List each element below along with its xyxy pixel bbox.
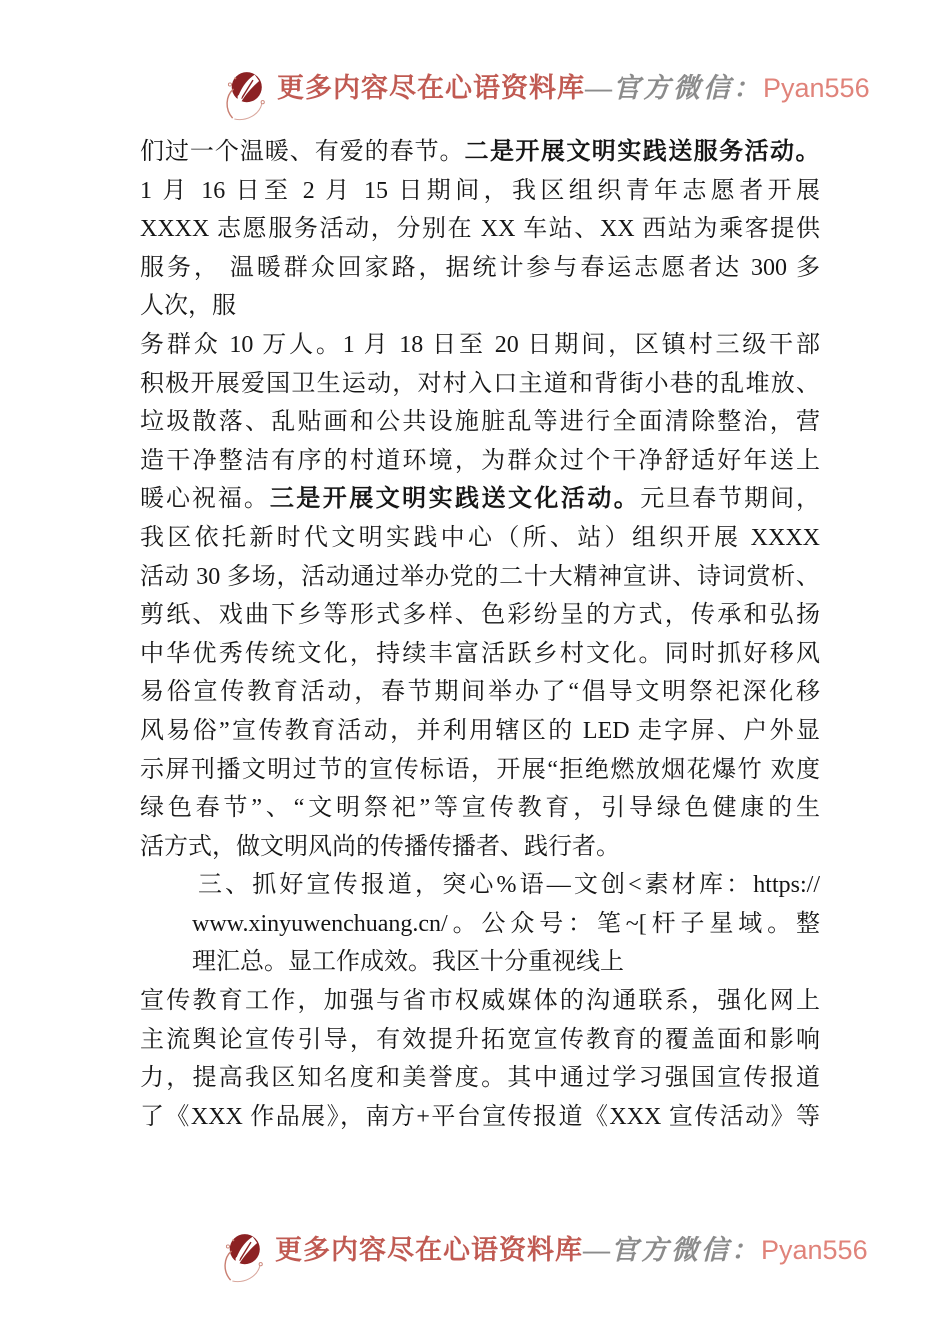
text-line [140, 789, 820, 828]
text-line [140, 442, 820, 481]
text-run: 我区依托新时代文明实践中心（所、站）组织开展 XXXX [140, 524, 820, 551]
footer-separator: — [583, 1235, 611, 1265]
footer-brand-line [275, 1228, 868, 1273]
text-line [192, 905, 820, 944]
text-line [140, 365, 820, 404]
text-run: 1 月 16 日至 2 月 15 日期间，我区组织青年志愿者开展 [140, 177, 820, 204]
text-run: 主流舆论宣传引导，有效提升拓宽宣传教育的覆盖面和影响 [140, 1026, 820, 1053]
text-run: 示屏刊播文明过节的宣传标语，开展“拒绝燃放烟花爆竹 欢度 [140, 756, 820, 783]
footer-wechat-label: 官方微信： [611, 1235, 761, 1265]
text-line [140, 558, 820, 597]
text-line [140, 249, 820, 288]
header-watermark [222, 66, 870, 126]
text-run: 活方式，做文明风尚的传播传播者、践行者。 [140, 833, 620, 860]
text-line [140, 519, 820, 558]
text-run: 宣传教育工作，加强与省市权威媒体的沟通联系，强化网上 [140, 988, 820, 1015]
footer-brand-text: 更多内容尽在心语资料库 [275, 1235, 583, 1265]
text-run: XXXX 志愿服务活动，分别在 XX 车站、XX 西站为乘客提供 [140, 216, 820, 243]
text-line [140, 1059, 820, 1098]
text-line [140, 326, 820, 365]
bold-text-run: 三是开展文明实践送文化活动。 [269, 485, 641, 513]
text-line [192, 866, 820, 905]
text-line [140, 828, 820, 867]
text-line [140, 480, 820, 519]
text-line [140, 982, 820, 1021]
text-run: 剪纸、戏曲下乡等形式多样、色彩纷呈的方式，传承和弘扬 [140, 602, 820, 629]
text-line [140, 133, 820, 172]
text-run: 活动 30 多场，活动通过举办党的二十大精神宣讲、诗词赏析、 [140, 563, 820, 590]
footer-watermark [220, 1228, 868, 1288]
text-run: 了《XXX 作品展》，南方+平台宣传报道《XXX 宣传活动》等 [140, 1103, 820, 1130]
text-line [140, 1021, 820, 1060]
text-run: 中华优秀传统文化，持续丰富活跃乡村文化。同时抓好移风 [140, 640, 820, 667]
text-line [140, 172, 820, 211]
text-run: 务群众 10 万人。1 月 18 日至 20 日期间，区镇村三级干部 [140, 331, 820, 358]
text-run: 风易俗”宣传教育活动，并利用辖区的 LED 走字屏、户外显 [140, 717, 820, 744]
text-run: 元旦春节期间， [640, 486, 821, 513]
text-run: 服务， 温暖群众回家路，据统计参与春运志愿者达 300 多 [140, 254, 820, 281]
bold-text-run: 二是开展文明实践送服务活动。 [464, 138, 820, 165]
header-brand-line [277, 66, 870, 111]
document-body [140, 133, 820, 1136]
text-line [140, 751, 820, 790]
text-run: 积极开展爱国卫生运动，对村入口主道和背街小巷的乱堆放、 [140, 370, 820, 397]
text-run: 易俗宣传教育活动，春节期间举办了“倡导文明祭祀深化移 [140, 679, 820, 706]
text-line [192, 943, 820, 982]
brand-pen-logo-icon [220, 1228, 266, 1288]
text-run: 力，提高我区知名度和美誉度。其中通过学习强国宣传报道 [140, 1065, 820, 1092]
text-run: 人次，服 [140, 293, 236, 320]
text-line [140, 403, 820, 442]
text-run: 造干净整洁有序的村道环境，为群众过个干净舒适好年送上 [140, 447, 820, 474]
text-line [140, 635, 820, 674]
footer-wechat-id: Pyan556 [761, 1235, 868, 1265]
header-separator: — [585, 73, 613, 103]
header-wechat-id: Pyan556 [763, 73, 870, 103]
brand-pen-logo-icon [222, 66, 268, 126]
text-run: www.xinyuwenchuang.cn/。公众号：笔~[杆子星域。整 [192, 910, 820, 937]
text-line [140, 673, 820, 712]
text-line [140, 712, 820, 751]
text-run: 绿色春节”、“文明祭祀”等宣传教育，引导绿色健康的生 [140, 795, 820, 822]
header-wechat-label: 官方微信： [613, 73, 763, 103]
text-line [140, 1098, 820, 1137]
text-line [140, 287, 820, 326]
text-line [140, 210, 820, 249]
text-line [140, 596, 820, 635]
text-run: 们过一个温暖、有爱的春节。 [140, 139, 465, 165]
header-brand-text: 更多内容尽在心语资料库 [277, 73, 585, 103]
text-run: 三、抓好宣传报道，突心%语—文创<素材库：https:// [198, 872, 820, 899]
text-run: 垃圾散落、乱贴画和公共设施脏乱等进行全面清除整治，营 [140, 409, 820, 436]
text-run: 理汇总。显工作成效。我区十分重视线上 [192, 949, 624, 976]
text-run: 暖心祝福。 [140, 486, 270, 513]
